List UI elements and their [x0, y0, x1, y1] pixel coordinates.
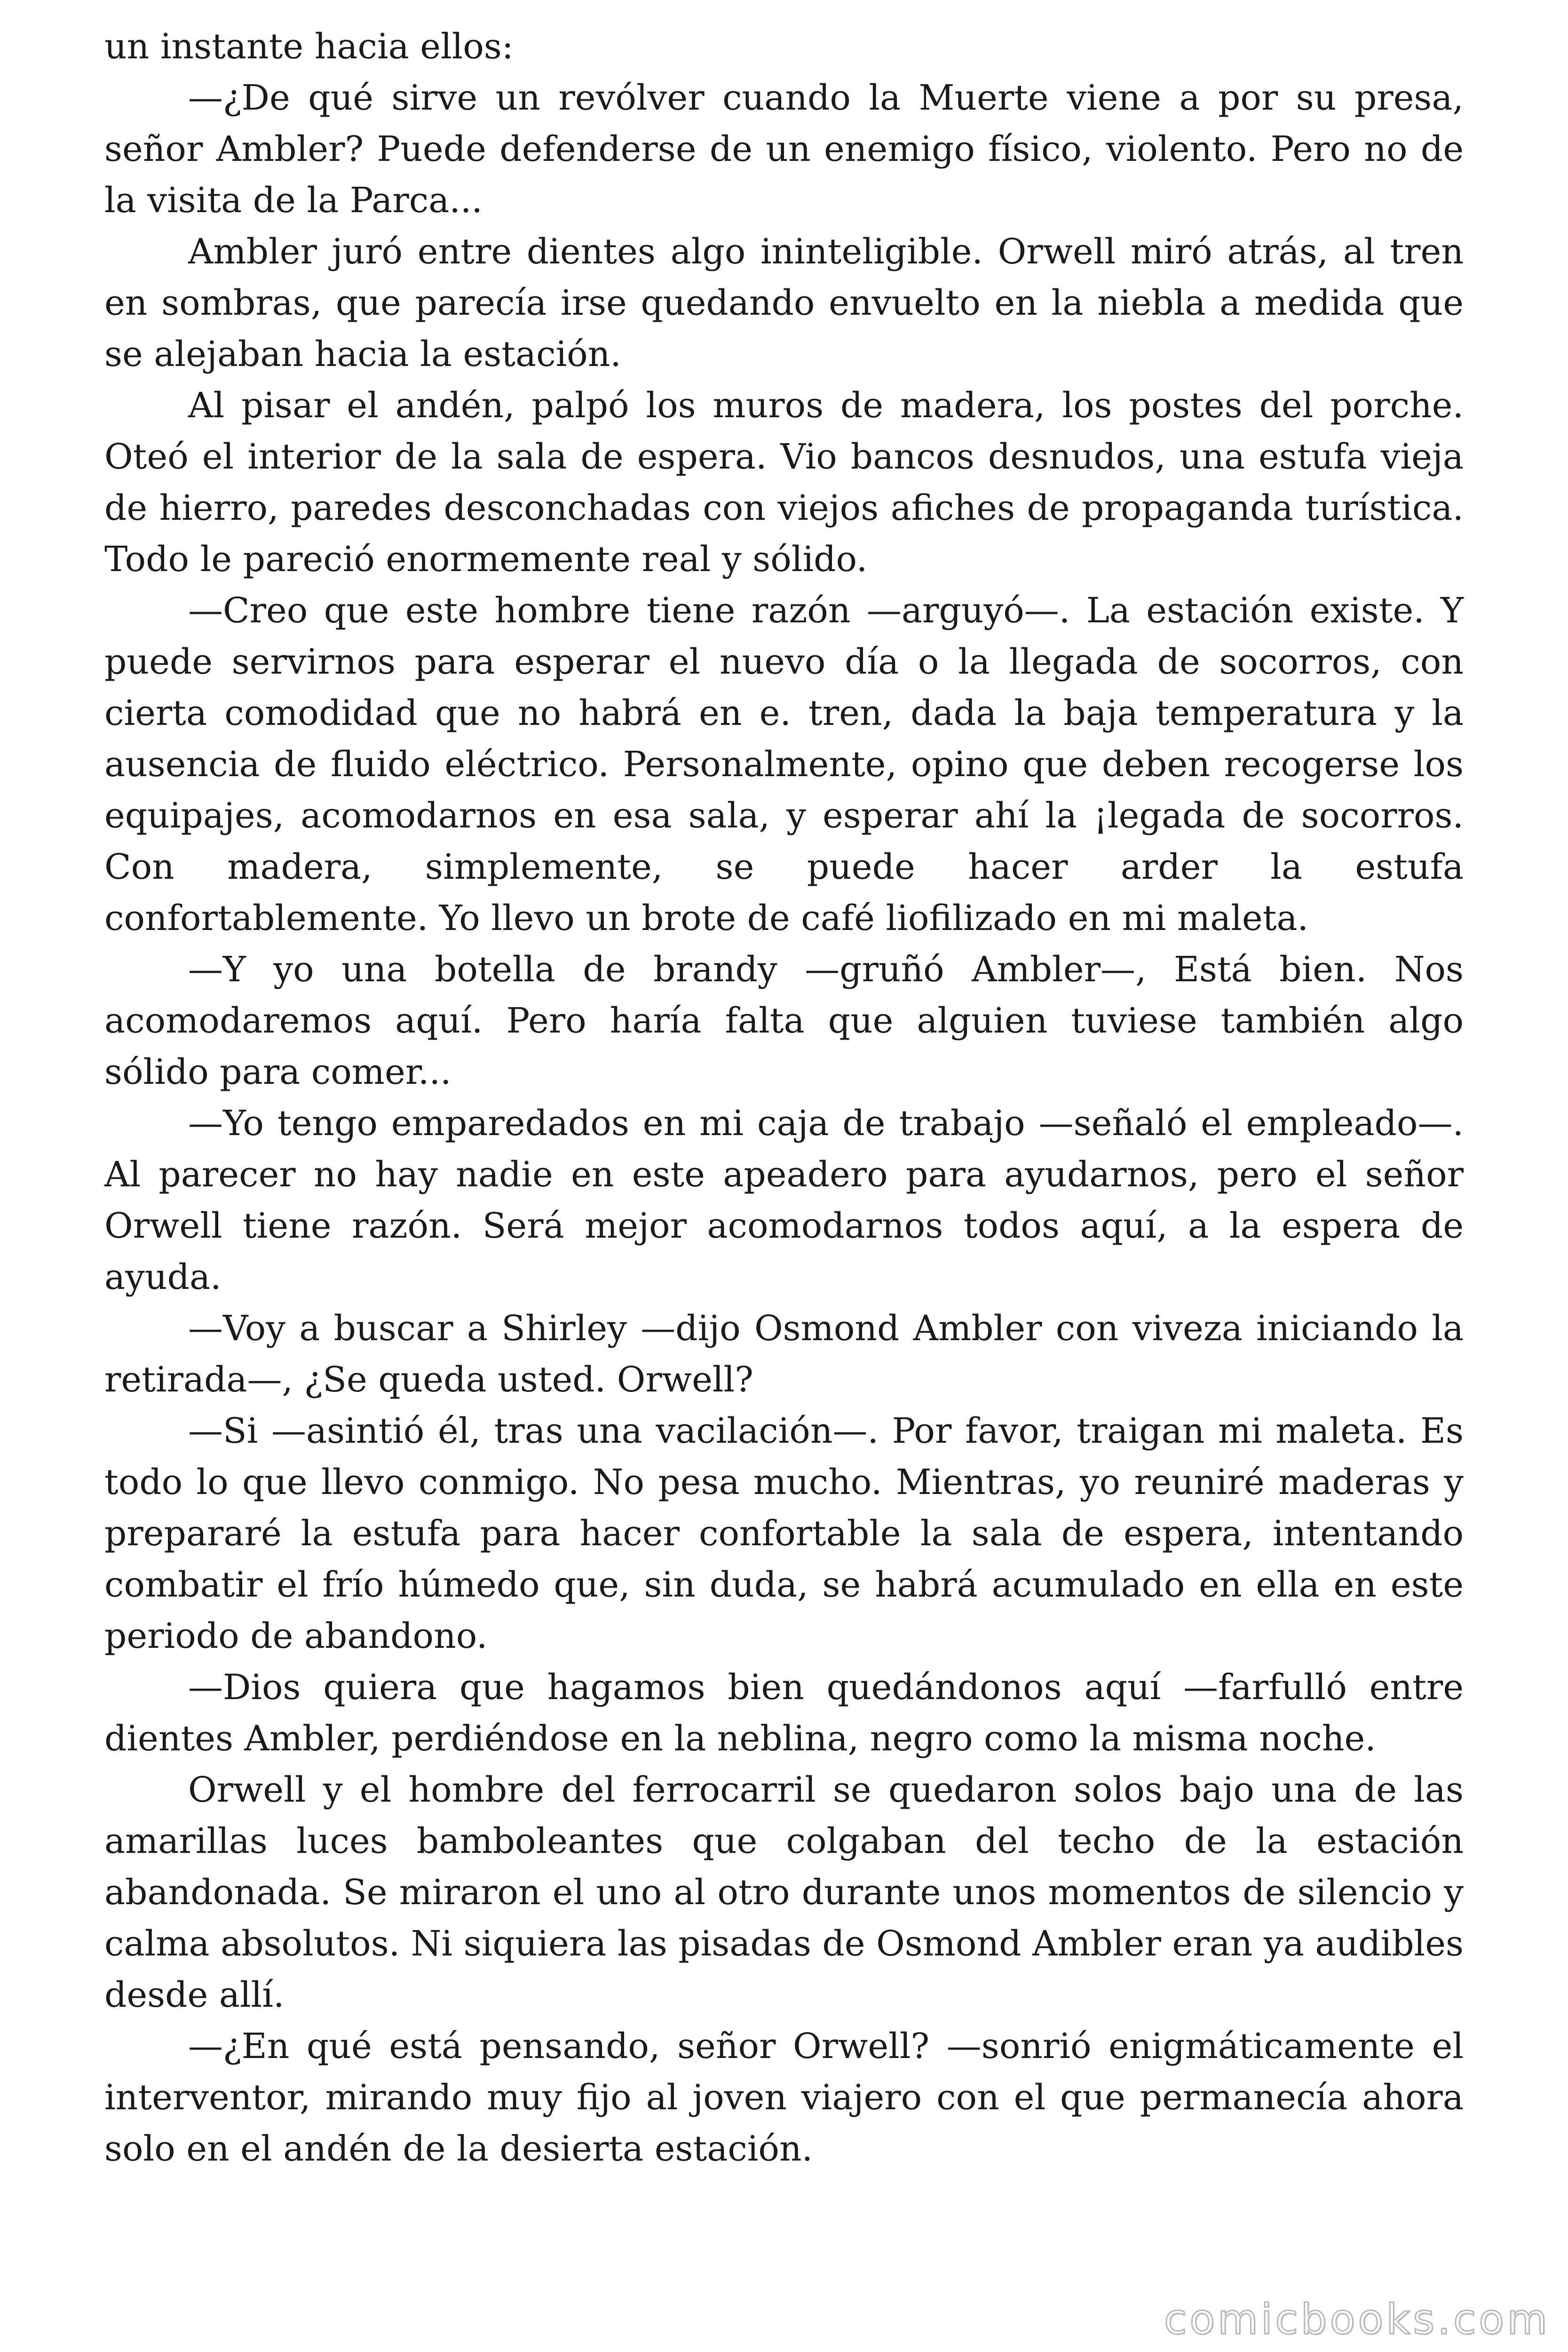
paragraph: —¿De qué sirve un revólver cuando la Muerte viene a por su presa, señor Ambler? Puede defenderse de un enemigo físico, violento. Pero no de la visita de la Parca... — [104, 78, 1464, 221]
book-page-text — [104, 21, 1464, 2175]
paragraph: Al pisar el andén, palpó los muros de madera, los postes del porche. Oteó el interior de la sala de espera. Vio bancos desnudos, una estufa vieja de hierro, paredes desconchadas con viejos afiches de propaganda turística. Todo le pareció enormemente real y sólido. — [104, 385, 1464, 580]
paragraph: —Voy a buscar a Shirley —dijo Osmond Ambler con viveza iniciando la retirada—, ¿Se queda usted. Orwell? — [104, 1308, 1464, 1400]
paragraph: un instante hacia ellos: — [104, 26, 514, 67]
paragraph: —Dios quiera que hagamos bien quedándonos aquí —farfulló entre dientes Ambler, perdiéndose en la neblina, negro como la misma noche. — [104, 1667, 1464, 1759]
paragraph: Ambler juró entre dientes algo ininteligible. Orwell miró atrás, al tren en sombras, que parecía irse quedando envuelto en la niebla a medida que se alejaban hacia la estación. — [104, 231, 1464, 374]
paragraph: —Si —asintió él, tras una vacilación—. Por favor, traigan mi maleta. Es todo lo que llevo conmigo. No pesa mucho. Mientras, yo reuniré maderas y prepararé la estufa para hacer confortable la sala de espera, intentando combatir el frío húmedo que, sin duda, se habrá acumulado en ella en este periodo de abandono. — [104, 1411, 1464, 1656]
watermark: comicbooks.com — [1164, 2295, 1550, 2344]
paragraph: —¿En qué está pensando, señor Orwell? —sonrió enigmáticamente el interventor, mirando muy fijo al joven viajero con el que permanecía ahora solo en el andén de la desierta estación. — [104, 2026, 1464, 2169]
paragraph: —Y yo una botella de brandy —gruñó Ambler—, Está bien. Nos acomodaremos aquí. Pero haría falta que alguien tuviese también algo sólido para comer... — [104, 949, 1464, 1092]
paragraph: Orwell y el hombre del ferrocarril se quedaron solos bajo una de las amarillas luces bamboleantes que colgaban del techo de la estación abandonada. Se miraron el uno al otro durante unos momentos de silencio y calma absolutos. Ni siquiera las pisadas de Osmond Ambler eran ya audibles desde allí. — [104, 1770, 1464, 2015]
paragraph: —Yo tengo emparedados en mi caja de trabajo —señaló el empleado—. Al parecer no hay nadie en este apeadero para ayudarnos, pero el señor Orwell tiene razón. Será mejor acomodarnos todos aquí, a la espera de ayuda. — [104, 1103, 1464, 1297]
paragraph: —Creo que este hombre tiene razón —arguyó—. La estación existe. Y puede servirnos para esperar el nuevo día o la llegada de socorros, con cierta comodidad que no habrá en e. tren, dada la baja temperatura y la ausencia de fluido eléctrico. Personalmente, opino que deben recogerse los equipajes, acomodarnos en esa sala, y esperar ahí la ¡legada de socorros. Con madera, simplemente, se puede hacer arder la estufa confortablemente. Yo llevo un brote de café liofilizado en mi maleta. — [104, 590, 1464, 938]
